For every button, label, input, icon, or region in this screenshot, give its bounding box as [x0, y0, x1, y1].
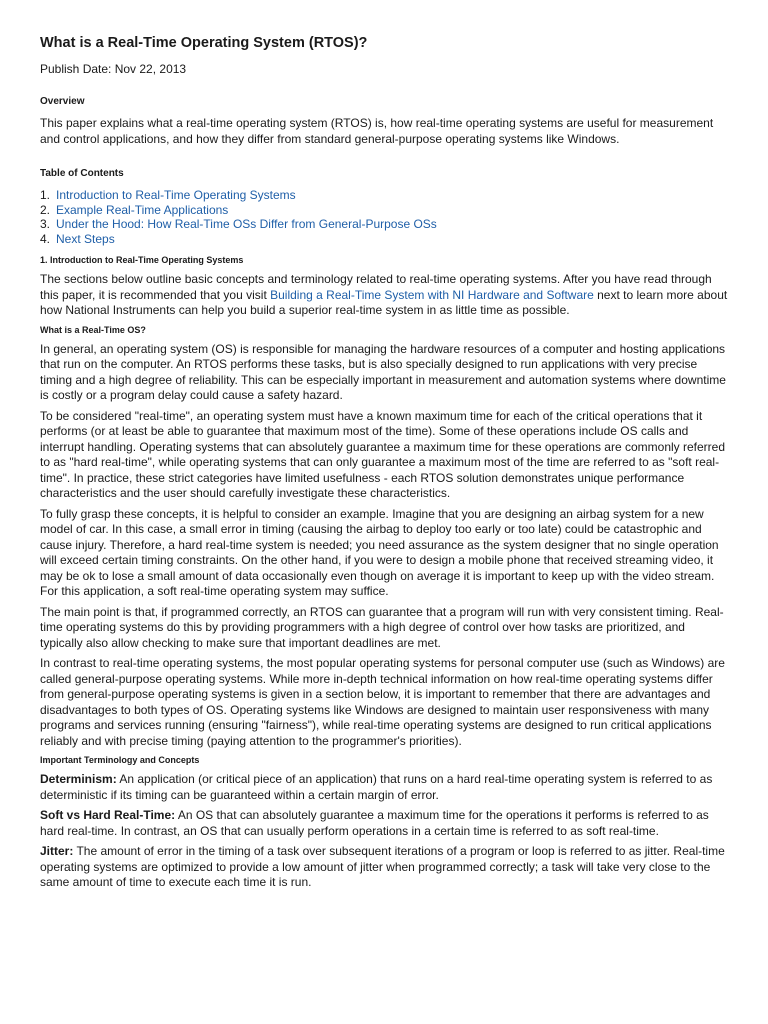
intro-text-after: next to learn more about how National Instruments can help you build a superior real-time system in as little time as possible. [40, 287, 728, 317]
paragraph: The main point is that, if programmed correctly, an RTOS can guarantee that a program will run with very consistent timing. Real-time operating systems do this by providing programmers with a high degree of control over how tasks are prioritized, and typically also allow checking to make sure that important deadlines are met. [40, 604, 724, 650]
term-label: Jitter: [40, 844, 74, 858]
toc-item-number: 2. [40, 202, 51, 217]
term-soft-vs-hard [40, 808, 730, 839]
term-definition: An OS that can absolutely guarantee a maximum time for the operations it performs is referred to as hard real-time. In contrast, an OS that can usually perform operations in a certain time is referred to as soft real-time. [40, 808, 709, 838]
overview-text: This paper explains what a real-time operating system (RTOS) is, how real-time operating systems are useful for measurement and control applications, and how they differ from standard general-purpose operating systems like Windows. [40, 116, 714, 146]
section-1-heading: 1. Introduction to Real-Time Operating Systems [40, 255, 244, 265]
overview-heading: Overview [40, 96, 85, 107]
toc-item-number: 3. [40, 217, 51, 231]
toc-item [40, 217, 730, 232]
building-real-time-system-link[interactable]: Building a Real-Time System with NI Hardware and Software [270, 287, 594, 302]
term-determinism [40, 772, 730, 803]
toc-link-next-steps[interactable]: Next Steps [56, 231, 115, 246]
document-page [40, 34, 730, 896]
intro-text-before: The sections below outline basic concepts and terminology related to real-time operating systems. After you have read through this paper, it is recommended that you visit [40, 272, 712, 302]
toc-heading: Table of Contents [40, 168, 124, 179]
toc-item-number: 4. [40, 231, 51, 246]
paragraph: In contrast to real-time operating systems, the most popular operating systems for personal computer use (such as Windows) are called general-purpose operating systems. While more in-depth technical information on how real-time operating systems differ from general-purpose operating systems is given in a section below, it is important to remember that there are advantages and disadvantages to both types of OS. Operating systems like Windows are designed to maintain user responsiveness with many programs and services running (ensuring "fairness"), while real-time operating systems are designed to run critical applications reliably and with precise timing (paying attention to the programmer's priorities). [40, 656, 725, 748]
what-is-rtos-heading: What is a Real-Time OS? [40, 324, 146, 335]
term-definition: The amount of error in the timing of a task over subsequent iterations of a program or loop is referred to as jitter. Real-time operating systems are optimized to provide a low amount of jitter when programmed correctly; a task will take very close to the same amount of time to execute each time it is run. [40, 844, 725, 889]
toc-link-example-applications[interactable]: Example Real-Time Applications [56, 202, 229, 217]
toc-item [40, 232, 730, 247]
page-title: What is a Real-Time Operating System (RTOS)? [40, 35, 368, 51]
term-label: Determinism: [40, 772, 117, 786]
term-label: Soft vs Hard Real-Time: [40, 808, 176, 822]
term-jitter [40, 844, 730, 891]
term-definition: An application (or critical piece of an application) that runs on a hard real-time operating system is referred to as deterministic if its timing can be guaranteed within a certain margin of error. [40, 772, 713, 802]
terminology-heading: Important Terminology and Concepts [40, 755, 200, 765]
publish-date: Publish Date: Nov 22, 2013 [40, 62, 187, 76]
paragraph: To fully grasp these concepts, it is helpful to consider an example. Imagine that you are designing an airbag system for a new model of car. In this case, a small error in timing (causing the airbag to deploy too early or too late) could be catastrophic and cause injury. Therefore, a hard real-time system is needed; you need assurance as the system designer that no single operation will exceed certain timing constraints. On the other hand, if you were to design a mobile phone that received streaming video, it may be ok to lose a small amount of data occasionally even though on average it is important to keep up with the video stream. For this application, a soft real-time operating system may suffice. [40, 506, 719, 598]
toc-link-under-the-hood[interactable]: Under the Hood: How Real-Time OSs Differ from General-Purpose OSs [56, 217, 437, 231]
paragraph: To be considered "real-time", an operating system must have a known maximum time for each of the critical operations that it performs (or at least be able to guarantee that maximum most of the time). Some of these operations include OS calls and interrupt handling. Operating systems that can absolutely guarantee a maximum time for these operations are commonly referred to as "hard real-time", while operating systems that can only guarantee a maximum most of the time are referred to as "soft real-time". In practice, these strict categories have limited usefulness - each RTOS solution demonstrates unique performance characteristics and the user should carefully investigate these characteristics. [40, 408, 726, 500]
toc-item [40, 188, 730, 203]
paragraph: In general, an operating system (OS) is responsible for managing the hardware resources of a computer and hosting applications that run on the computer. An RTOS performs these tasks, but is also specially designed to run applications with very precise timing and a high degree of reliability. This can be especially important in measurement and automation systems where downtime is costly or a program delay could cause a safety hazard. [40, 341, 726, 402]
toc-item [40, 203, 730, 218]
toc-item-number: 1. [40, 188, 51, 202]
table-of-contents [40, 188, 730, 246]
toc-link-introduction[interactable]: Introduction to Real-Time Operating Systems [56, 188, 296, 202]
section-1-intro [40, 272, 730, 319]
